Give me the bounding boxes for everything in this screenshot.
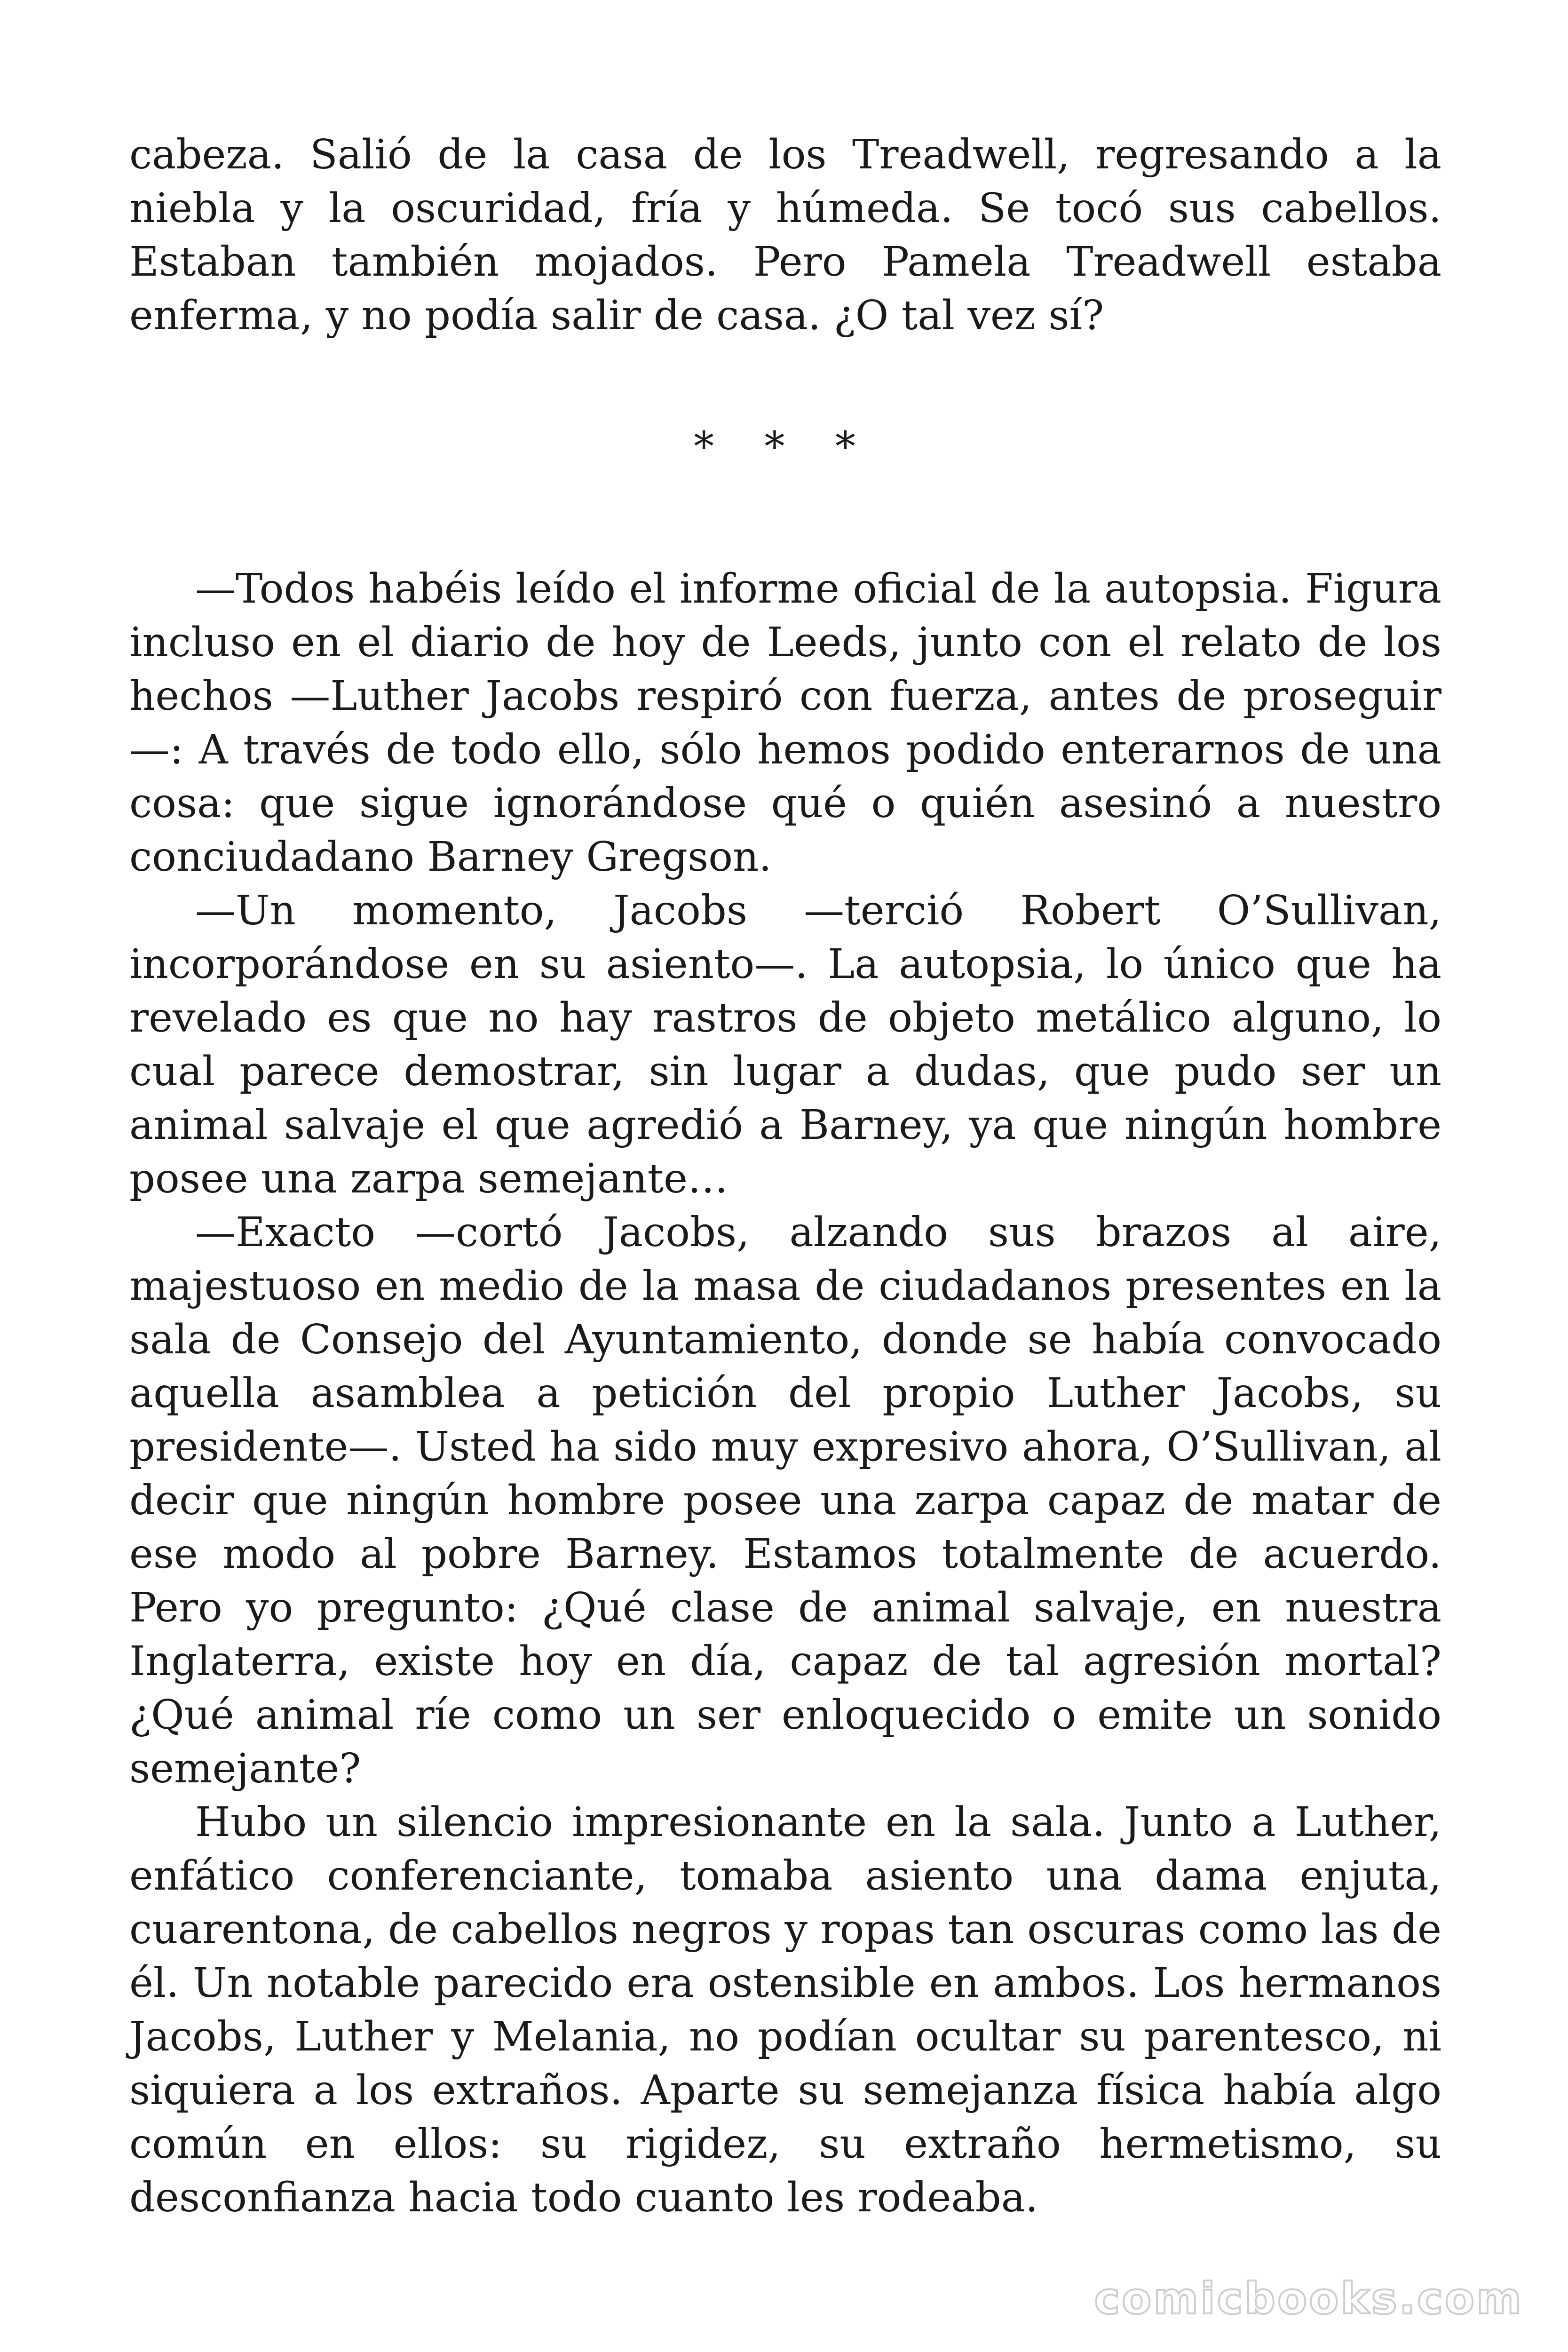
paragraph-2: —Un momento, Jacobs —terció Robert O’Sullivan, incorporándose en su asiento—. La autopsia, lo único que ha revelado es que no hay rastros de objeto metálico alguno, lo cual parece demostrar, sin lugar a dudas, que pudo ser un animal salvaje el que agredió a Barney, ya que ningún hombre posee una zarpa semejante…	[129, 887, 1441, 1202]
continuation-block	[129, 128, 1441, 342]
scene-separator: * * *	[694, 423, 874, 470]
paragraph-4: Hubo un silencio impresionante en la sala. Junto a Luther, enfático conferenciante, tomaba asiento una dama enjuta, cuarentona, de cabellos negros y ropas tan oscuras como las de él. Un notable parecido era ostensible en ambos. Los hermanos Jacobs, Luther y Melania, no podían ocultar su parentesco, ni siquiera a los extraños. Aparte su semejanza física había algo común en ellos: su rigidez, su extraño hermetismo, su desconfianza hacia todo cuanto les rodeaba.	[129, 1799, 1441, 2221]
paragraph-3: —Exacto —cortó Jacobs, alzando sus brazos al aire, majestuoso en medio de la masa de ciudadanos presentes en la sala de Consejo del Ayuntamiento, donde se había convocado aquella asamblea a petición del propio Luther Jacobs, su presidente—. Usted ha sido muy expresivo ahora, O’Sullivan, al decir que ningún hombre posee una zarpa capaz de matar de ese modo al pobre Barney. Estamos totalmente de acuerdo. Pero yo pregunto: ¿Qué clase de animal salvaje, en nuestra Inglaterra, existe hoy en día, capaz de tal agresión mortal? ¿Qué animal ríe como un ser enloquecido o emite un sonido semejante?	[129, 1209, 1441, 1792]
main-text-block	[129, 562, 1441, 2225]
watermark-logo: comicbooks.com	[1094, 2273, 1523, 2324]
paragraph-1: —Todos habéis leído el informe oficial de la autopsia. Figura incluso en el diario de hoy de Leeds, junto con el relato de los hechos —Luther Jacobs respiró con fuerza, antes de proseguir—: A través de todo ello, sólo hemos podido enterarnos de una cosa: que sigue ignorándose qué o quién asesinó a nuestro conciudadano Barney Gregson.	[129, 565, 1441, 881]
continuation-paragraph: cabeza. Salió de la casa de los Treadwell, regresando a la niebla y la oscuridad, fría y húmeda. Se tocó sus cabellos. Estaban también mojados. Pero Pamela Treadwell estaba enferma, y no podía salir de casa. ¿O tal vez sí?	[129, 131, 1441, 339]
